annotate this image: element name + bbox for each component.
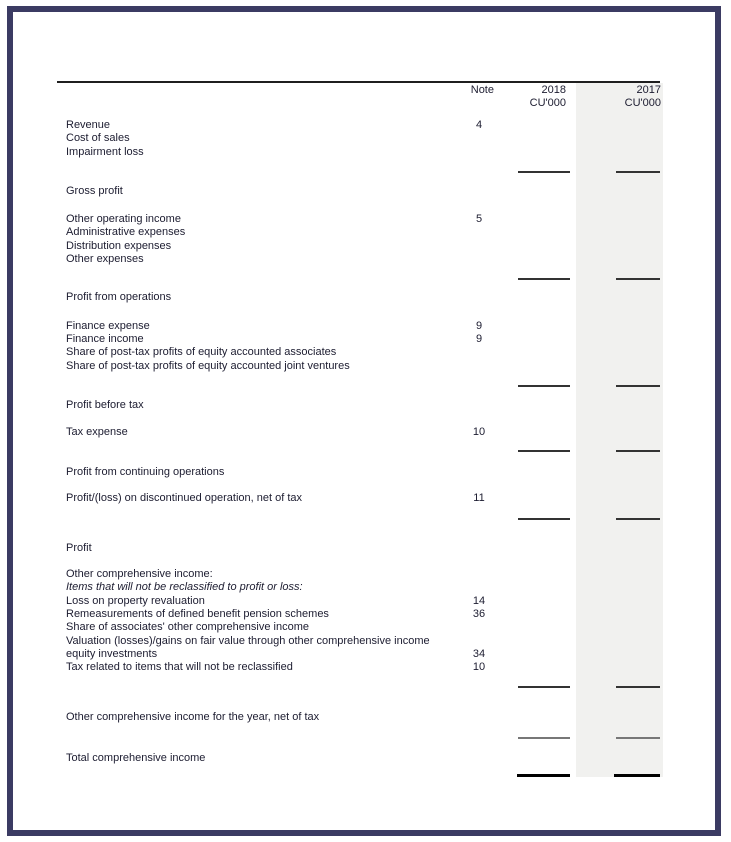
amount-underline-2018 [518, 686, 570, 688]
row-label: Share of post-tax profits of equity accounted joint ventures [66, 360, 350, 372]
row-label: Finance income [66, 333, 144, 345]
row-label: Profit/(loss) on discontinued operation, net of tax [66, 492, 303, 504]
table-row [66, 595, 731, 608]
table-row [66, 399, 731, 412]
row-note-ref: 10 [472, 661, 486, 673]
table-row [66, 581, 731, 594]
row-label: Valuation (losses)/gains on fair value through other comprehensive income equity investments [66, 635, 430, 661]
amount-underline-2018 [518, 278, 570, 280]
row-note-ref: 9 [475, 333, 483, 345]
table-row [66, 711, 731, 724]
row-label: Other comprehensive income: [66, 568, 213, 580]
row-label: Gross profit [66, 185, 123, 197]
row-note-ref: 5 [475, 213, 483, 225]
table-row [66, 185, 731, 198]
row-note-ref: 10 [472, 426, 486, 438]
amount-underline-2017 [616, 737, 660, 739]
column-header-2017 [585, 84, 661, 110]
amount-underline-2018 [518, 737, 570, 739]
row-label: Items that will not be reclassified to profit or loss: [66, 581, 303, 593]
amount-underline-2018 [518, 518, 570, 520]
row-note-ref: 11 [473, 492, 485, 504]
table-row [66, 132, 731, 145]
table-row [66, 253, 731, 266]
table-row [66, 213, 731, 226]
row-label: Tax related to items that will not be reclassified [66, 661, 293, 673]
table-top-rule [57, 81, 660, 83]
row-note-ref: 36 [472, 608, 486, 620]
table-row [66, 119, 731, 132]
row-label: Profit from continuing operations [66, 466, 225, 478]
table-row [66, 661, 731, 674]
table-row [66, 752, 731, 765]
table-row [66, 621, 731, 634]
amount-underline-2018 [517, 774, 570, 777]
table-row [66, 635, 731, 662]
table-row [66, 568, 731, 581]
table-row [66, 492, 731, 505]
row-label: Cost of sales [66, 132, 130, 144]
row-label: Remeasurements of defined benefit pension schemes [66, 608, 329, 620]
amount-underline-2017 [614, 774, 660, 777]
column-header-year: 2018 [541, 84, 566, 96]
row-label: Impairment loss [66, 146, 144, 158]
amount-underline-2017 [616, 450, 660, 452]
table-row [66, 608, 731, 621]
column-header-year: 2017 [636, 84, 661, 96]
row-label: Profit [66, 542, 92, 554]
amount-underline-2018 [518, 171, 570, 173]
row-label: Total comprehensive income [66, 752, 206, 764]
row-label: Share of associates' other comprehensive income [66, 621, 310, 633]
row-label: Other comprehensive income for the year, net of tax [66, 711, 320, 723]
row-label: Profit before tax [66, 399, 144, 411]
amount-underline-2018 [518, 450, 570, 452]
row-note-ref: 34 [472, 648, 486, 660]
table-row [66, 226, 731, 239]
table-row [66, 542, 731, 555]
row-label: Other expenses [66, 253, 144, 265]
column-header-unit: CU'000 [624, 97, 661, 109]
column-header-2018 [490, 84, 566, 110]
column-header-unit: CU'000 [529, 97, 566, 109]
row-label: Administrative expenses [66, 226, 186, 238]
row-note-ref: 14 [472, 595, 486, 607]
column-header-note: Note [470, 84, 494, 96]
table-row [66, 346, 731, 359]
row-label: Distribution expenses [66, 240, 172, 252]
amount-underline-2017 [616, 385, 660, 387]
table-row [66, 333, 731, 346]
amount-underline-2018 [518, 385, 570, 387]
table-row [66, 320, 731, 333]
table-row [66, 360, 731, 373]
row-label: Tax expense [66, 426, 128, 438]
row-note-ref: 9 [475, 320, 483, 332]
row-label: Loss on property revaluation [66, 595, 205, 607]
table-row [66, 466, 731, 479]
amount-underline-2017 [616, 686, 660, 688]
table-row [66, 426, 731, 439]
row-label: Finance expense [66, 320, 150, 332]
row-label: Share of post-tax profits of equity accounted associates [66, 346, 337, 358]
amount-underline-2017 [616, 171, 660, 173]
row-note-ref: 4 [475, 119, 483, 131]
table-row [66, 146, 731, 159]
row-label: Revenue [66, 119, 111, 131]
table-row [66, 240, 731, 253]
amount-underline-2017 [616, 518, 660, 520]
amount-underline-2017 [616, 278, 660, 280]
row-label: Profit from operations [66, 291, 172, 303]
table-row [66, 291, 731, 304]
row-label: Other operating income [66, 213, 181, 225]
